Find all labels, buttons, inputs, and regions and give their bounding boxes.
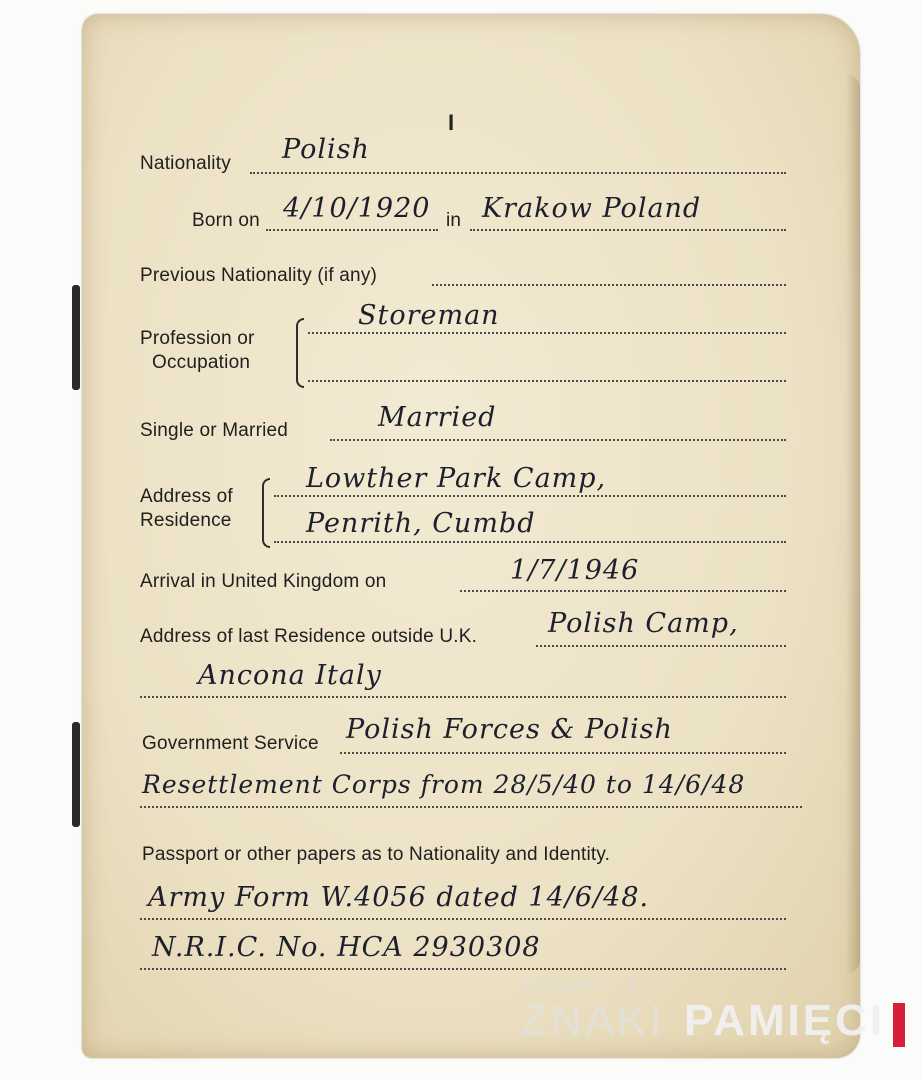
born-date-value: 4/10/1920: [283, 193, 431, 224]
last-residence-label: Address of last Residence outside U.K.: [140, 626, 478, 647]
born-date-line: [266, 229, 438, 231]
government-service-line2: [140, 806, 802, 808]
arrival-value: 1/7/1946: [510, 555, 640, 586]
last-residence-line2: [140, 696, 786, 698]
government-service-value-line1: Polish Forces & Polish: [346, 714, 673, 745]
last-residence-value-line1: Polish Camp,: [548, 608, 739, 639]
passport-line1: [140, 918, 786, 920]
address-value-line2: Penrith, Cumbd: [306, 508, 536, 539]
marital-line: [330, 439, 786, 441]
profession-line2: [308, 380, 786, 382]
profession-brace: [296, 318, 304, 388]
previous-nationality-line: [432, 284, 786, 286]
profession-value: Storeman: [358, 300, 500, 331]
address-line2: [274, 541, 786, 543]
passport-line2: [140, 968, 786, 970]
staple-bottom: [72, 722, 80, 827]
profession-label-line1: Profession or: [140, 328, 255, 349]
born-place-value: Krakow Poland: [482, 193, 702, 224]
government-service-line1: [340, 752, 786, 754]
born-place-line: [470, 229, 786, 231]
marital-value: Married: [378, 402, 497, 433]
address-value-line1: Lowther Park Camp,: [306, 463, 607, 494]
watermark-accent-bar: [893, 1003, 905, 1047]
arrival-label: Arrival in United Kingdom on: [140, 571, 387, 592]
previous-nationality-label: Previous Nationality (if any): [140, 265, 378, 286]
address-label-line2: Residence: [140, 510, 232, 531]
watermark-foundation: FUNDACJA: [524, 978, 642, 995]
born-on-label: Born on: [192, 210, 260, 231]
nationality-line: [250, 172, 786, 174]
last-residence-line1: [536, 645, 786, 647]
passport-value-line2: N.R.I.C. No. HCA 2930308: [152, 932, 541, 963]
government-service-label: Government Service: [142, 733, 319, 754]
watermark-pamieci: PAMIĘCI: [684, 996, 886, 1045]
passport-label: Passport or other papers as to Nationality and Identity.: [142, 844, 611, 865]
marital-label: Single or Married: [140, 420, 289, 441]
nationality-value: Polish: [282, 134, 370, 165]
address-label-line1: Address of: [140, 486, 233, 507]
arrival-line: [460, 590, 786, 592]
address-line1: [274, 495, 786, 497]
last-residence-value-line2: Ancona Italy: [198, 660, 382, 691]
address-brace: [262, 478, 270, 548]
staple-top: [72, 285, 80, 390]
born-in-label: in: [446, 210, 462, 231]
nationality-label: Nationality: [140, 153, 231, 174]
page-number: I: [448, 110, 455, 135]
passport-value-line1: Army Form W.4056 dated 14/6/48.: [148, 882, 650, 913]
profession-line1: [308, 332, 786, 334]
government-service-value-line2: Resettlement Corps from 28/5/40 to 14/6/48: [142, 770, 746, 799]
watermark-znaki: ZNAKI: [520, 996, 665, 1045]
profession-label-line2: Occupation: [152, 352, 251, 373]
